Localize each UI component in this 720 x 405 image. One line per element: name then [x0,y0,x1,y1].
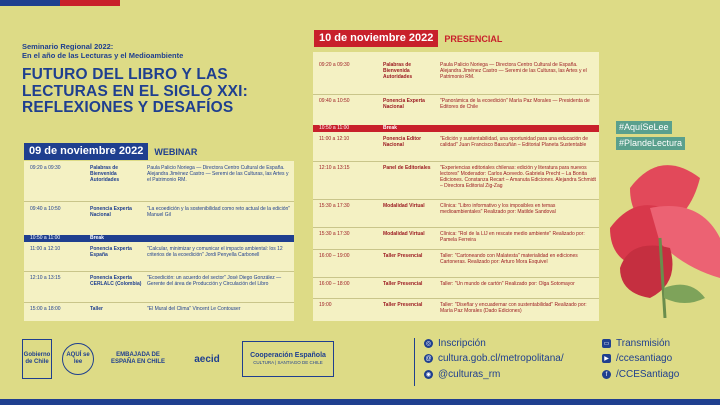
instagram-handle[interactable]: ◉ @culturas_rm [425,369,501,380]
youtube-link[interactable]: ▶ /ccesantiago [602,353,672,364]
table-row: 16:00 – 19:00 Taller Presencial Taller: "Cartoneando con Malatesta" materialidad en ediciones Cartoneras. Realizado por: Arturo Mora Esquivel [313,249,599,276]
table-row: 19:00 Taller Presencial Taller: "Diseñar y encuadernar con sustentabilidad" Realizado por: María Paz Morales (Dado Ediciones) [313,298,599,321]
table-row: 15:30 a 17:30 Modalidad Virtual Clínica: "Libro informativo y los imposibles en temas medioambientales" Realizado por: Matilde Sandoval [313,199,599,226]
facebook-icon: f [602,370,611,379]
screen-icon: ▭ [603,341,610,347]
hashtag-plandelectura[interactable]: #PlandeLectura [616,137,685,150]
day1-header [24,143,197,160]
table-row: 09:20 a 09:30 Palabras de Bienvenida Autoridades Paula Palicio Noriega — Directora Centro Cultural de España. Alejandra Jiménez Castro — Seremi de las Culturas, las Artes y el Patrimonio RM. [30,165,289,183]
day2-mode: PRESENCIAL [444,33,503,44]
youtube-icon: ▶ [602,354,611,363]
day1-schedule [24,161,294,321]
day1-mode: WEBINAR [154,146,198,157]
instagram-icon: ◉ [425,372,432,378]
logo-embajada-espana: EMBAJADA DE ESPAÑA EN CHILE [110,352,165,365]
day1-date: 09 de noviembre 2022 [24,143,148,160]
web-icon: @ [425,355,432,362]
bottom-stripe [0,399,720,405]
table-row: 15:30 a 17:30 Modalidad Virtual Clínica: "Rol de la LIJ en rescate medio ambiente" Realizado por: Pamela Ferreira [313,227,599,248]
table-row: 09:40 a 10:50 Ponencia Experta Nacional "La ecoedición y la sostenibilidad como reto actual de la edición" Manuel Gil [24,201,294,232]
transmision-label: ▭ Transmisión [603,338,671,349]
day2-date: 10 de noviembre 2022 [314,30,438,47]
facebook-link[interactable]: f /CCESantiago [602,369,679,380]
flag-stripe [0,0,120,6]
hashtag-aquiselee[interactable]: #AquíSeLee [616,121,672,134]
table-row: 11:00 a 12:10 Ponencia Editor Nacional "Edición y sustentabilidad, una oportunidad para una educación de calidad" Juan Francisco Bascuñán – Editorial Planeta Sustentable [319,136,588,148]
day1-break: 10:50 a 11:00 Break [24,235,294,242]
sponsor-logos [22,339,344,379]
table-row: 12:10 a 13:15 Ponencia Experta CERLALC (Colombia) "Ecoedición: un acuerdo del sector" José Diego González — Gerente del área de Producción y Circulación del Libro [24,271,294,302]
day2-break: 10:50 a 11:00 Break [313,125,599,132]
page-title: FUTURO DEL LIBRO Y LAS LECTURAS EN EL SIGLO XXI: REFLEXIONES Y DESAFÍOS [22,66,249,116]
table-row: 15:00 a 18:00 Taller "El Mural del Clima" Vincent Le Contouser [24,302,294,321]
globe-icon: ◎ [425,341,432,347]
table-row: 09:20 a 09:30 Palabras de Bienvenida Autoridades Paula Palicio Noriega — Directora Centro Cultural de España. Alejandra Jiménez Castro — Seremi de las Culturas, las Artes y el Patrimonio RM. [319,62,587,80]
flower-icon [590,148,720,318]
table-row: 09:40 a 10:50 Ponencia Experta Nacional "Panorámica de la ecoedición" María Paz Morales — Presidenta de Editores de Chile [313,94,599,123]
logo-gobierno-chile: Gobierno de Chile [22,339,52,379]
logo-aecid: aecid [194,353,220,365]
table-row: 12:10 a 13:15 Panel de Editoriales "Experiencias editoriales chilenas: edición y literatura para nuevos lectores" Moderador: Carlos Acevedo. Gabriela Precht – La Bonita Ediciones. Constanza Recart – Amanuta Ediciones. Alejandra Schmidt – Directora Editorial Zig-Zag [313,161,599,198]
logo-aqui-se-lee: AQUÍ se lee [62,343,94,375]
day2-schedule [313,52,599,321]
inscripcion-url[interactable]: @ cultura.gob.cl/metropolitana/ [425,353,564,364]
seminar-kicker: Seminario Regional 2022: En el año de las Lecturas y el Medioambiente [22,42,184,60]
divider [414,338,415,386]
table-row: 16:00 – 18:00 Taller Presencial Taller: "Un mundo de cartón" Realizado por: Olga Sotomayor [313,277,599,298]
day2-header [314,30,502,47]
logo-cooperacion-espanola: Cooperación Española CULTURA | SANTIAGO DE CHILE [242,341,334,377]
inscripcion-label: ◎ Inscripción [425,338,486,349]
table-row: 11:00 a 12:10 Ponencia Experta España "Calcular, minimizar y comunicar el impacto ambiental: los 12 criterios de la ecoedición" Jordi Penyella Carbonell [30,246,283,258]
